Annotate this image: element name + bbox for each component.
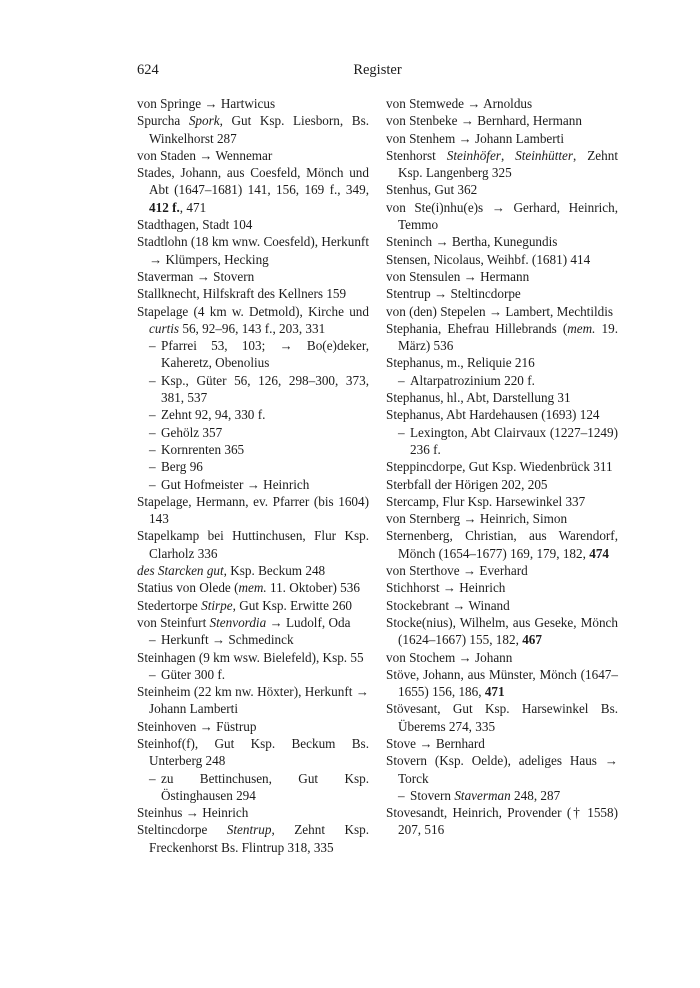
index-entry: Stephanus, hl., Abt, Darstellung 31 — [386, 390, 571, 406]
index-entry: von Stemwede → Arnoldus — [386, 96, 533, 111]
index-entry: von Stenbeke → Bernhard, Hermann — [386, 113, 582, 129]
index-entry: von Ste(i)nhu(e)s → Gerhard, Heinrich, Temmo — [386, 199, 618, 233]
index-entry: Stockebrant → Winand — [386, 597, 510, 613]
page-number: 624 — [137, 62, 159, 78]
index-entry: des Starcken gut, Ksp. Beckum 248 — [137, 563, 326, 579]
subentry-dash: – — [149, 770, 156, 786]
index-subentry: – Berg 96 — [149, 459, 203, 475]
index-entry: von Stensulen → Hermann — [386, 268, 530, 284]
subentry-dash: – — [149, 338, 156, 354]
index-entry: Steinhagen (9 km wsw. Bielefeld), Ksp. 55 — [137, 649, 364, 665]
subentry-dash: – — [149, 372, 156, 388]
running-head: Register — [353, 62, 402, 78]
index-entry: von Sternberg → Heinrich, Simon — [386, 511, 568, 527]
index-entry: Stephanus, m., Reliquie 216 — [386, 355, 535, 371]
index-entry: Stallknecht, Hilfskraft des Kellners 159 — [137, 286, 347, 302]
index-entry: Stovern (Ksp. Oelde), adeliges Haus → Torck — [386, 753, 618, 786]
index-entry: Stades, Johann, aus Coesfeld, Mönch und Abt (1647–1681) 141, 156, 169 f., 349, 412 f., 471 — [137, 165, 369, 215]
index-entry: von Stenhem → Johann Lamberti — [386, 130, 564, 146]
subentry-dash: – — [149, 632, 156, 648]
index-entry: Statius von Olede (mem. 11. Oktober) 536 — [137, 580, 360, 596]
index-entry: Spurcha Spork, Gut Ksp. Liesborn, Bs. Winkelhorst 287 — [137, 113, 369, 146]
index-entry: Stensen, Nicolaus, Weihbf. (1681) 414 — [386, 251, 591, 267]
subentry-dash: – — [149, 459, 156, 475]
index-entry: Stadthagen, Stadt 104 — [137, 217, 253, 233]
subentry-dash: – — [149, 441, 156, 457]
index-entry: Stedertorpe Stirpe, Gut Ksp. Erwitte 260 — [137, 597, 353, 613]
subentry-dash: – — [398, 424, 405, 440]
index-subentry: – Zehnt 92, 94, 330 f. — [149, 407, 266, 423]
index-entry: Steltincdorpe Stentrup, Zehnt Ksp. Freckenhorst Bs. Flintrup 318, 335 — [137, 822, 369, 855]
subentry-dash: – — [149, 407, 156, 423]
subentry-dash: – — [398, 787, 405, 803]
index-entry: Stovesandt, Heinrich, Provender († 1558) 207, 516 — [386, 805, 618, 838]
index-subentry: – Ksp., Güter 56, 126, 298–300, 373, 381, 537 — [149, 372, 369, 406]
index-entry: von Springe → Hartwicus — [137, 96, 276, 111]
index-subentry: – Stovern Staverman 248, 287 — [398, 787, 561, 803]
index-column-right — [386, 95, 618, 839]
index-entry: Stephanus, Abt Hardehausen (1693) 124 — [386, 407, 600, 423]
index-entry: Stenhus, Gut 362 — [386, 182, 478, 198]
index-entry: Stephania, Ehefrau Hillebrands (mem. 19. März) 536 — [386, 320, 619, 354]
index-entry: Stadtlohn (18 km wnw. Coesfeld), Herkunft → Klümpers, Hecking — [137, 234, 369, 267]
index-subentry: – Lexington, Abt Clairvaux (1227–1249) 236 f. — [398, 424, 618, 457]
index-entry: Steninch → Bertha, Kunegundis — [386, 234, 558, 250]
index-entry: Stapelkamp bei Huttinchusen, Flur Ksp. Clarholz 336 — [137, 528, 369, 561]
index-entry: Stove → Bernhard — [386, 735, 485, 751]
index-entry: von Steinfurt Stenvordia → Ludolf, Oda — [137, 614, 351, 630]
index-entry: Sterbfall der Hörigen 202, 205 — [386, 476, 548, 492]
index-entry: Steinhus → Heinrich — [137, 805, 249, 821]
index-subentry: – Kornrenten 365 — [149, 441, 245, 457]
index-entry: Steinhof(f), Gut Ksp. Beckum Bs. Unterberg 248 — [137, 735, 369, 769]
page-header — [137, 62, 618, 82]
index-subentry: – zu Bettinchusen, Gut Ksp. Östinghausen 294 — [149, 770, 369, 803]
index-entry: von Sterthove → Everhard — [386, 563, 528, 579]
subentry-dash: – — [149, 424, 156, 440]
subentry-dash: – — [149, 666, 156, 682]
index-entry: Stövesant, Gut Ksp. Harsewinkel Bs. Überems 274, 335 — [386, 701, 618, 734]
index-entry: Staverman → Stovern — [137, 268, 255, 284]
index-subentry: – Pfarrei 53, 103; → Bo(e)deker, Kaheretz, Obenolius — [149, 338, 369, 371]
index-entry: Steinheim (22 km nw. Höxter), Herkunft → Johann Lamberti — [137, 684, 369, 717]
index-entry: Sternenberg, Christian, aus Warendorf, Mönch (1654–1677) 169, 179, 182, 474 — [386, 528, 618, 561]
index-entry: Stocke(nius), Wilhelm, aus Geseke, Mönch (1624–1667) 155, 182, 467 — [386, 614, 618, 648]
index-entry: von (den) Stepelen → Lambert, Mechtildis — [386, 303, 614, 319]
index-entry: von Staden → Wennemar — [137, 147, 273, 163]
index-entry: Stapelage (4 km w. Detmold), Kirche und curtis 56, 92–96, 143 f., 203, 331 — [137, 303, 369, 336]
index-entry: von Stochem → Johann — [386, 649, 513, 665]
index-column-left — [137, 95, 369, 856]
index-entry: Steppincdorpe, Gut Ksp. Wiedenbrück 311 — [386, 459, 613, 475]
index-entry: Steinhoven → Füstrup — [137, 718, 257, 734]
index-entry: Stercamp, Flur Ksp. Harsewinkel 337 — [386, 493, 586, 509]
index-subentry: – Güter 300 f. — [149, 666, 226, 682]
index-subentry: – Gehölz 357 — [149, 424, 223, 440]
index-subentry: – Gut Hofmeister → Heinrich — [149, 476, 310, 492]
index-entry: Stöve, Johann, aus Münster, Mönch (1647–1655) 156, 186, 471 — [386, 666, 618, 700]
index-entry: Stapelage, Hermann, ev. Pfarrer (bis 1604) 143 — [137, 493, 369, 527]
index-subentry: – Herkunft → Schmedinck — [149, 632, 294, 648]
subentry-dash: – — [398, 372, 405, 388]
index-subentry: – Altarpatrozinium 220 f. — [398, 372, 535, 388]
index-entry: Stentrup → Steltincdorpe — [386, 286, 521, 302]
subentry-dash: – — [149, 476, 156, 492]
index-entry: Stichhorst → Heinrich — [386, 580, 506, 596]
index-entry: Stenhorst Steinhöfer, Steinhütter, Zehnt Ksp. Langenberg 325 — [386, 147, 618, 181]
